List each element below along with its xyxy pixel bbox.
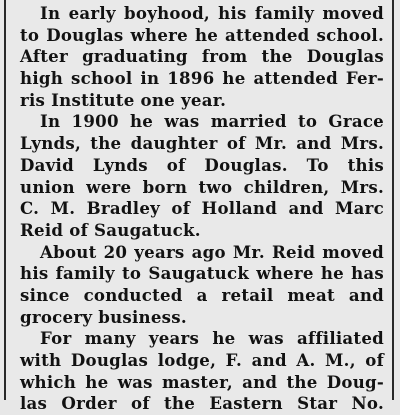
text-line: with Douglas lodge, F. and A. M., of: [20, 350, 384, 370]
text-line: In early boyhood, his family moved: [40, 3, 384, 23]
text-line: to Douglas where he attended school.: [20, 24, 384, 45]
text-line: For many years he was affiliated: [40, 328, 384, 349]
text-line: ris Institute one year.: [20, 89, 227, 110]
column-rule-left: [4, 0, 6, 400]
text-line: Reid of Saugatuck.: [20, 219, 201, 240]
text-line: since conducted a retail meat and: [20, 284, 384, 305]
text-line: About 20 years ago Mr. Reid moved: [40, 241, 384, 262]
paragraph-lodge: [20, 328, 384, 415]
text-line: his family to Saugatuck where he has: [20, 263, 384, 284]
text-line: David Lynds of Douglas. To this: [20, 154, 384, 175]
paragraph-business: [20, 242, 384, 329]
article-column: [20, 3, 384, 415]
column-rule-right: [392, 0, 394, 400]
text-line: In 1900 he was married to Grace: [40, 111, 384, 132]
text-line: After graduating from the Douglas: [20, 46, 384, 67]
text-line: grocery business.: [20, 306, 187, 327]
text-line: union were born two children, Mrs.: [20, 176, 384, 197]
text-line: which he was master, and the Doug-: [20, 371, 384, 392]
text-line: Lynds, the daughter of Mr. and Mrs.: [20, 133, 384, 154]
text-line: las Order of the Eastern Star No.: [20, 393, 384, 414]
text-line: high school in 1896 he attended Fer-: [20, 68, 384, 89]
text-line: C. M. Bradley of Holland and Marc: [20, 198, 384, 219]
paragraph-boyhood: [20, 3, 384, 111]
paragraph-marriage: [20, 111, 384, 241]
